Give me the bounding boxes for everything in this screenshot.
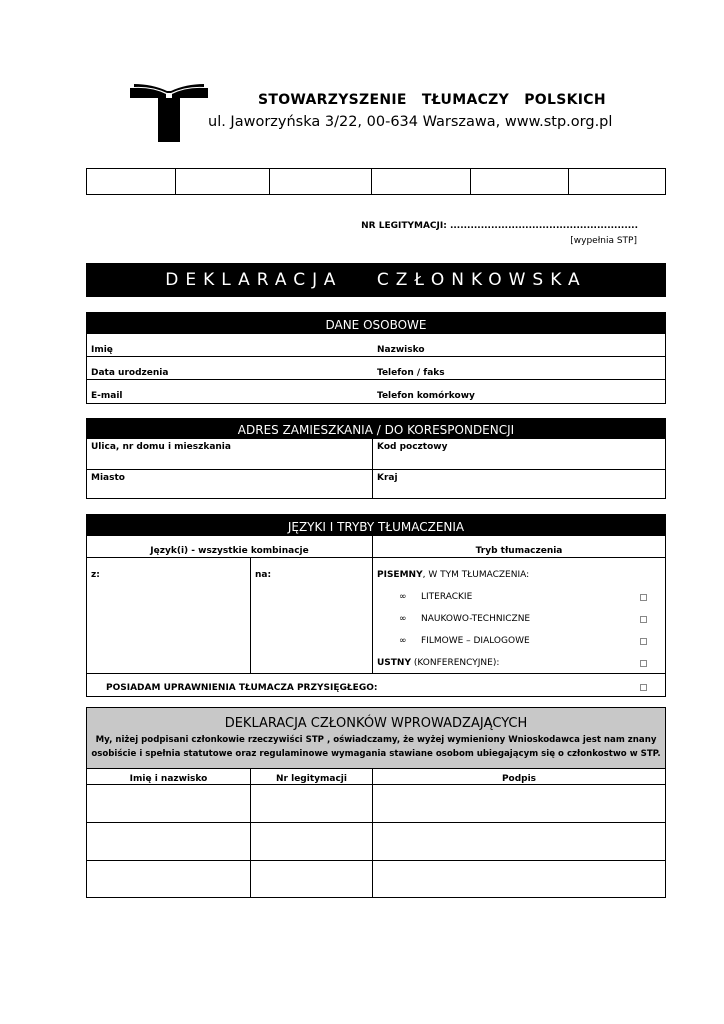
dane-osobowe-section [86, 312, 666, 404]
member-nr-field[interactable] [251, 785, 373, 822]
bullet-icon: ∞ [399, 614, 407, 624]
grid-cell[interactable] [372, 169, 471, 194]
kod-pocztowy-field[interactable]: Kod pocztowy [377, 442, 448, 452]
telefon-faks-field[interactable]: Telefon / faks [377, 368, 445, 378]
jezyk-na-field[interactable]: na: [251, 558, 373, 673]
section-header: DANE OSOBOWE [87, 313, 665, 333]
declaration-text-2: osobiście i spełnia statutowe oraz regulaminowe wymagania stawiane osobom ubiegającym się o członkostwo w STP. [91, 749, 661, 759]
jezyk-z-field[interactable]: z: [87, 558, 251, 673]
col-nr-legitymacji: Nr legitymacji [251, 769, 373, 784]
filmowe-label: FILMOWE – DIALOGOWE [421, 636, 530, 646]
kraj-field[interactable]: Kraj [377, 473, 398, 483]
org-name: STOWARZYSZENIE TŁUMACZY POLSKICH [258, 92, 606, 108]
declaration-text-1: My, niżej podpisani członkowie rzeczywiści STP , oświadczamy, że wyżej wymieniony Wnioskodawca jest nam znany [95, 735, 657, 745]
wprowadzajacy-section [86, 707, 666, 898]
member-nr-field[interactable] [251, 823, 373, 860]
section-header: DEKLARACJA CZŁONKÓW WPROWADZAJĄCYCH [224, 716, 528, 731]
nazwisko-field[interactable]: Nazwisko [377, 345, 425, 355]
literackie-label: LITERACKIE [421, 592, 473, 602]
miasto-field[interactable]: Miasto [87, 470, 373, 499]
email-field[interactable]: E-mail [91, 391, 123, 401]
bullet-icon: ∞ [399, 592, 407, 602]
pisemny-label: PISEMNY, W TYM TŁUMACZENIA: [377, 570, 530, 580]
member-name-field[interactable] [87, 785, 251, 822]
telefon-komorkowy-field[interactable]: Telefon komórkowy [377, 391, 475, 401]
grid-cell[interactable] [471, 169, 569, 194]
data-urodzenia-field[interactable]: Data urodzenia [91, 368, 169, 378]
tryb-options [373, 558, 665, 673]
member-signature-field[interactable] [373, 861, 665, 897]
document-title: DEKLARACJA CZŁONKOWSKA [86, 263, 666, 297]
przysiegly-row [87, 674, 665, 696]
grid-cell[interactable] [270, 169, 372, 194]
naukowo-checkbox[interactable] [640, 616, 647, 623]
jezyki-section [86, 514, 666, 697]
member-signature-field[interactable] [373, 823, 665, 860]
naukowo-label: NAUKOWO-TECHNICZNE [421, 614, 531, 624]
section-header: ADRES ZAMIESZKANIA / DO KORESPONDENCJI [87, 419, 665, 438]
member-nr-field[interactable] [251, 861, 373, 897]
filmowe-checkbox[interactable] [640, 638, 647, 645]
grid-cell[interactable] [176, 169, 270, 194]
org-address: ul. Jaworzyńska 3/22, 00-634 Warszawa, www.stp.org.pl [208, 114, 613, 130]
member-name-field[interactable] [87, 861, 251, 897]
wprowadzajacy-header [87, 708, 665, 768]
imie-field[interactable]: Imię [91, 345, 113, 355]
member-signature-field[interactable] [373, 785, 665, 822]
grid-cell[interactable] [87, 169, 176, 194]
ustny-label: USTNY (KONFERENCYJNE): [377, 658, 500, 668]
col-imie-nazwisko: Imię i nazwisko [87, 769, 251, 784]
adres-section [86, 418, 666, 499]
col-tryb: Tryb tłumaczenia [475, 546, 563, 556]
stp-logo-icon [130, 84, 208, 142]
member-name-field[interactable] [87, 823, 251, 860]
grid-cell[interactable] [569, 169, 665, 194]
przysiegly-label: POSIADAM UPRAWNIENIA TŁUMACZA PRZYSIĘGŁEGO: [106, 683, 378, 693]
przysiegly-checkbox[interactable] [640, 684, 647, 691]
stp-use-grid [86, 168, 666, 195]
col-podpis: Podpis [501, 774, 537, 784]
ulica-field[interactable]: Ulica, nr domu i mieszkania [87, 439, 373, 469]
bullet-icon: ∞ [399, 636, 407, 646]
literackie-checkbox[interactable] [640, 594, 647, 601]
nr-legitymacji: NR LEGITYMACJI: ....................................................... [361, 221, 638, 231]
ustny-checkbox[interactable] [640, 660, 647, 667]
col-jezyki: Język(i) - wszystkie kombinacje [87, 536, 373, 557]
fill-note: [wypełnia STP] [570, 236, 637, 246]
section-header: JĘZYKI I TRYBY TŁUMACZENIA [87, 515, 665, 535]
